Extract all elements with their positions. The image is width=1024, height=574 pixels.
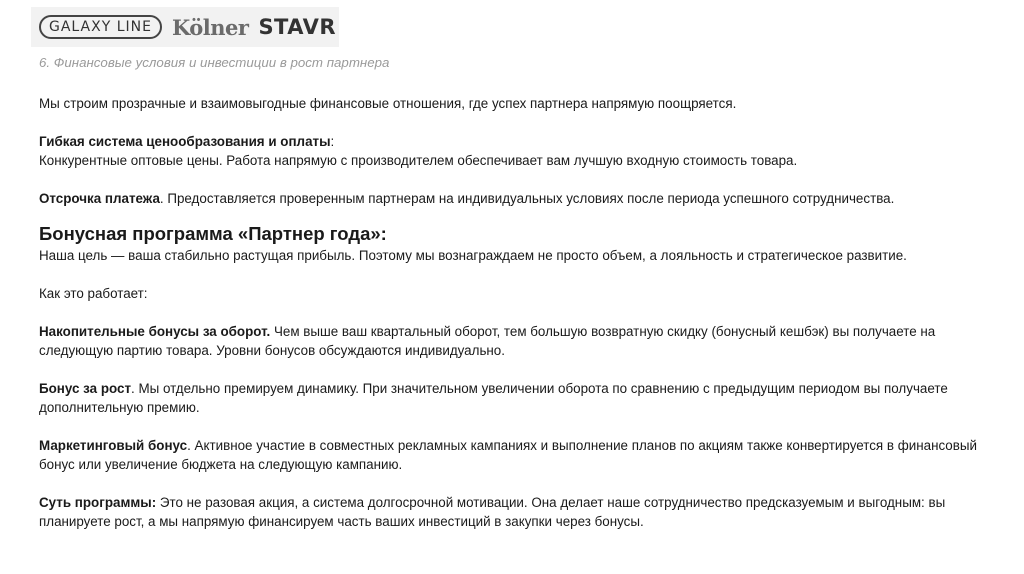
brand-logos [31,7,339,47]
bonus-intro: Наша цель — ваша стабильно растущая прибыль. Поэтому мы вознаграждаем не просто объем, а лояльность и стратегическое развитие. [39,248,907,263]
turnover-bonus-title: Накопительные бонусы за оборот. [39,324,271,339]
bonus-heading: Бонусная программа «Партнер года»: [39,223,387,244]
flex-pricing-text: Конкурентные оптовые цены. Работа напрямую с производителем обеспечивает вам лучшую входную стоимость товара. [39,153,798,168]
document-body [39,94,999,531]
marketing-bonus-text: . Активное участие в совместных рекламных кампаниях и выполнение планов по акциям также конвертируется в финансовый бонус или увеличение бюджета на следующую кампанию. [39,438,977,472]
section-subtitle: 6. Финансовые условия и инвестиции в рост партнера [39,55,390,70]
marketing-bonus-paragraph [39,436,999,474]
growth-bonus-paragraph [39,379,999,417]
galaxy-line-logo: GALAXY LINE [39,15,162,39]
program-essence-text: Это не разовая акция, а система долгосрочной мотивации. Она делает наше сотрудничество предсказуемым и выгодным: вы планируете рост, а мы напрямую финансируем часть ваших инвестиций в закупки через бонусы. [39,495,946,529]
turnover-bonus-paragraph [39,322,999,360]
flex-pricing-block [39,132,999,170]
program-essence-title: Суть программы: [39,495,157,510]
kolner-logo: Kölner [171,14,249,40]
deferral-title: Отсрочка платежа [39,191,160,206]
how-it-works: Как это работает: [39,286,148,301]
flex-pricing-title: Гибкая система ценообразования и оплаты [39,134,331,149]
stavr-logo: STAVR [258,15,337,39]
growth-bonus-title: Бонус за рост [39,381,132,396]
intro-paragraph: Мы строим прозрачные и взаимовыгодные финансовые отношения, где успех партнера напрямую поощряется. [39,96,737,111]
turnover-bonus-text: Чем выше ваш квартальный оборот, тем большую возвратную скидку (бонусный кешбэк) вы получаете на следующую партию товара. Уровни бонусов обсуждаются индивидуально. [39,324,936,358]
deferral-paragraph [39,189,999,208]
program-essence-paragraph [39,493,999,531]
growth-bonus-text: . Мы отдельно премируем динамику. При значительном увеличении оборота по сравнению с предыдущим периодом вы получаете дополнительную премию. [39,381,948,415]
deferral-text: . Предоставляется проверенным партнерам на индивидуальных условиях после периода успешного сотрудничества. [159,191,895,206]
marketing-bonus-title: Маркетинговый бонус [39,438,188,453]
flex-pricing-colon: : [330,134,335,149]
